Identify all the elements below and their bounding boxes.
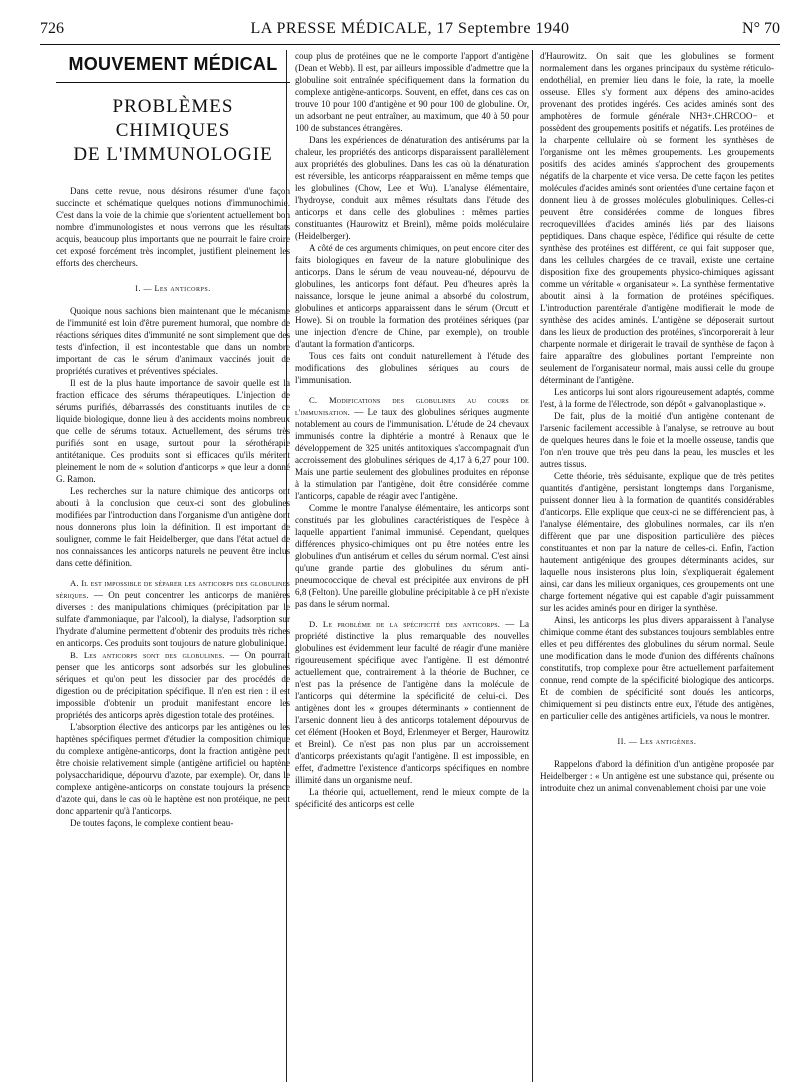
subsection-heading: A. Il est impossible de séparer les anticorps des globulines sériques. xyxy=(56,578,290,600)
subsection-heading: B. Les anticorps sont des globulines. xyxy=(70,650,225,660)
subsection-paragraph xyxy=(56,577,290,649)
paragraph: Tous ces faits ont conduit naturellement à l'étude des modifications des globulines sériques au cours de l'immunisation. xyxy=(295,351,529,385)
column-right xyxy=(540,50,774,1082)
paragraph: Ainsi, les anticorps les plus divers apparaissent à l'analyse chimique comme étant des substances toujours semblables entre elles et peu différentes des globulines du sérum normal. Seule une modification dans le mode d'union des différents chaînons constitutifs, trop complexe pour être actuellement parfaitement connue, rend compte de la spécificité biologique des anticorps. Et de combien de spécificité sont doués les anticorps, chimiquement si peu distincts entre eux, l'étude des antigènes, en particulier celle des antigènes artificiels, va nous le montrer. xyxy=(540,615,774,721)
paragraph: A côté de ces arguments chimiques, on peut encore citer des faits biologiques en faveur de la nature globulinique des anticorps. Dans le sérum de veau nouveau-né, dépourvu de globulines, les anticorps font défaut. Peu d'heures après la naissance, lorsque le jeune animal a absorbé du colostrum, globulines et anticorps apparaissent dans le sérum (Orcutt et Howe). Si on trouble la formation des protéines sériques (par une injection d'encre de Chine, par exemple), on trouble d'autant la formation d'anticorps. xyxy=(295,243,529,349)
section-heading: I. — Les anticorps. xyxy=(135,284,211,293)
column-left xyxy=(56,50,290,1082)
article-title xyxy=(56,95,290,167)
paragraph: Dans les expériences de dénaturation des antisérums par la chaleur, les propriétés des anticorps disparaissent parallèlement aux propriétés des globulines. Dans les cas où la dénaturation est réversible, les anticorps réapparaissent en même temps que les globulines (Chow, Lee et Wu). L'analyse élémentaire, l'hydroyse, conduit aux mêmes résultats dans l'étude des anticorps et dans celle des globulines : mêmes parties constituantes (Haurowitz et Breinl), même poids moléculaire (Heidelberger). xyxy=(295,135,529,241)
subsection-heading: D. Le problème de la spécificité des anticorps. xyxy=(309,619,501,629)
paragraph: Comme le montre l'analyse élémentaire, les anticorps sont constitués par les globulines caractéristiques de l'espèce à laquelle appartient l'animal immunisé. Cependant, quelques différences physico-chimiques ont pu être notées entre les globulines d'un antisérum et celles du sérum normal. C'est ainsi qu'une grande partie des globulines du sérum anti-pneumococcique de cheval est précipitée aux environs de pH 6,8 (Felton). Une pareille globuline précipitable à ce pH n'existe pas dans le sérum normal. xyxy=(295,503,529,609)
article-title-line: DE L'IMMUNOLOGIE xyxy=(73,144,273,165)
header-rule xyxy=(40,44,780,45)
page-number: 726 xyxy=(40,20,64,37)
issue-number: N° 70 xyxy=(742,20,780,37)
paragraph: Les recherches sur la nature chimique des anticorps ont abouti à la conclusion que ceux-ci sont des globulines modifiées par l'introduction dans l'organisme d'un antigène dont nous donnerons plus loin la définition. Il est important de souligner, comme le fait Heidelberger, que dans l'état actuel de nos connaissances les anticorps naturels ne peuvent être inclus dans cette définition. xyxy=(56,486,290,568)
paragraph: Il est de la plus haute importance de savoir quelle est la fraction efficace des sérums thérapeutiques. L'injection de sérums purifiés, débarrassés des constituants inutiles de ce liquide biologique, donne lieu à des accidents moins nombreux que celle de sérums totaux. Actuellement, des sérums très purifiés sont en usage, surtout pour la sérothérapie antitétanique. Ces produits sont si efficaces qu'ils méritent pleinement le nom de « solution d'anticorps » que leur a donné G. Ramon. xyxy=(56,378,290,484)
rubric-rule xyxy=(56,82,290,83)
subsection-text: — On pourrait penser que les anticorps sont adsorbés sur les globulines sériques et qu'on peut les dissocier par des procédés de digestion ou de précipitation spécifique. Il n'en est rien : il est impossible d'obtenir un produit manifestant encore les propriétés des anticorps après digestion totale des protéines. xyxy=(56,650,290,720)
paragraph: L'absorption élective des anticorps par les antigènes ou les haptènes spécifiques permet d'étudier la composition chimique du complexe antigène-anticorps, dont la fraction antigène peut être choisie relativement simple (antigène artificiel ou haptène polysaccharidique, dépourvu d'azote, par exemple). Or, dans le complexe antigène-anticorps on constate toujours la présence d'azote qui, dans le cas où le haptène est non protéique, ne peut donc appartenir qu'à l'anticorps. xyxy=(56,722,290,816)
paragraph: Rappelons d'abord la définition d'un antigène proposée par Heidelberger : « Un antigène est une substance qui, présente ou introduite chez un animal convenablement choisi par une voie xyxy=(540,759,774,793)
paragraph: d'Haurowitz. On sait que les globulines se forment normalement dans les organes principaux du système réticulo-endothélial, en premier lieu dans le foie, la rate, la moelle osseuse. Elles s'y forment aux dépens des amino-acides provenant des protides ingérés. Ces acides aminés sont des amphotères de formule générale NH3+.CHRCOO− et possèdent des groupements positifs et négatifs. Les protéines de la charpente cellulaire où se forment les synthèses de l'organisme ont les mêmes groupements. Les groupements positifs des acides aminés s'approchent des groupements négatifs de la charpente et vice versa. De cette façon les petites molécules d'acides aminés sont orientées d'une certaine façon et donnent lieu à de grosses molécules globuliniques. Celles-ci peuvent être considérées comme de longues fibres recroquevillées d'acides aminés liés par des liaisons peptidiques. Dans chaque espèce, l'édifice qui résulte de cette synthèse des protéines est différent, ce qui fait supposer que, dans les cellules chargées de ce travail, existe une certaine disposition fixe des groupements physico-chimiques agissant comme un véritable « organisateur ». La synthèse fermentative aboutit ainsi à la formation de protéines spécifiques. L'introduction parentérale d'antigène modifierait le mode de synthèse des acides aminés. L'antigène se déposerait surtout dans les lieux de production des protéines, s'incorporerait à leur charpente normale et dirigerait le travail de synthèse de façon à faire apparaître des globulines portant l'empreinte non seulement de l'organisateur normal, mais aussi celle du groupe déterminant de l'antigène. xyxy=(540,51,774,385)
subsection-paragraph xyxy=(56,649,290,721)
column-middle xyxy=(295,50,529,1082)
subsection-heading: C. Modifications des globulines au cours de l'immunisation. xyxy=(295,395,529,417)
paragraph: Les anticorps lui sont alors rigoureusement adaptés, comme l'est, à la forme de l'électrode, son dépôt « galvanoplastique ». xyxy=(540,387,774,409)
page-header xyxy=(40,20,780,42)
subsection-text: — On peut concentrer les anticorps de manières diverses : des manipulations chimiques (précipitation par le sulfate d'ammoniaque, par l'alcool), la dialyse, l'adsorption sur l'hydrate d'alumine permettent d'obtenir des produits très riches en anticorps. Ces produits sont toujours de nature globulinique. xyxy=(56,590,290,648)
paragraph: La théorie qui, actuellement, rend le mieux compte de la spécificité des anticorps est celle xyxy=(295,787,529,809)
subsection-text: — La propriété distinctive la plus remarquable des nouvelles globulines est évidemment leur faculté de réagir d'une manière rigoureusement spécifique avec l'antigène. Il est démontré actuellement que, contrairement à la théorie de Buchner, ce n'est pas la présence de l'antigène dans la molécule de l'anticorps qui détermine la spécificité de celui-ci. Des antigènes dont les « groupes déterminants » contiennent de l'arsenic donnent lieu à des anticorps totalement dépourvus de cet élément (Hooken et Boyd, Erlenmeyer et Berger, Haurowitz et Breinl). Ce n'est pas non plus par un accroissement d'anticorps préexistants qu'agit l'antigène. Il est impossible, en effet, d'admettre l'existence d'anticorps spécifiques en nombre illimité dans un organisme neuf. xyxy=(295,619,529,785)
subsection-text: — Le taux des globulines sériques augmente notablement au cours de l'immunisation. L'étude de 24 chevaux immunisés contre la diphtérie a montré à Renaux que le développement de 325 unités antitoxiques s'accompagnait d'un accroissement des globulines sériques de 4,17 à 6,27 pour 100. Mais une partie seulement des globulines produites en réponse à la stimulation par l'antigène, doit être considérée comme l'anticorps, capable de réagir avec l'antigène. xyxy=(295,407,529,501)
section-heading: II. — Les antigènes. xyxy=(617,737,697,746)
paragraph: De toutes façons, le complexe contient beau- xyxy=(70,818,234,828)
paragraph: De fait, plus de la moitié d'un antigène contenant de l'arsenic facilement accessible à l'analyse, se retrouve au bout de quelques heures dans le foie et la moelle osseuse, tandis que l'on n'en trouve que très peu dans la peau, les muscles et les autres tissus. xyxy=(540,411,774,469)
subsection-paragraph xyxy=(295,394,529,502)
column-divider xyxy=(532,50,533,1082)
paragraph: Cette théorie, très séduisante, explique que de très petites quantités d'antigène, persistant longtemps dans l'organisme, puissent donner lieu à la formation de quantités considérables d'anticorps. Elle explique que ceux-ci ne se différencient pas, à l'analyse élémentaire, des globulines normales, car ils n'en diffèrent que par une disposition particulière des pièces constituantes et non par la nature de celles-ci. Enfin, l'action hautement antigénique des groupes déterminants acides, sur laquelle nous insisterons plus loin, s'expliquerait également ainsi, car dans les milieux organiques, ces groupements ont une charge fortement négative qui est capable d'agir puissamment sur les acides aminés pour en diriger la synthèse. xyxy=(540,471,774,613)
journal-title: LA PRESSE MÉDICALE, 17 Septembre 1940 xyxy=(250,20,570,37)
intro-paragraph: Dans cette revue, nous désirons résumer d'une façon succincte et schématique quelques notions d'immunochimie. C'est dans la voie de la chimie que s'orientent actuellement bon nombre d'immunologistes et nous verrons que les résultats acquis, beaucoup plus importants que ne pourrait le faire croire cet exposé forcément très incomplet, justifient pleinement les efforts des chercheurs. xyxy=(56,186,290,268)
paragraph: coup plus de protéines que ne le comporte l'apport d'antigène (Dean et Webb). Il est, par ailleurs impossible d'admettre que la globuline soit entraînée spécifiquement dans la formation du complexe antigène-anticorps. Souvent, en effet, dans ces cas on trouve 10 pour 100 d'antigène et 90 pour 100 de globuline. Or, un adsorbant ne peut entraîner, au maximum, que 40 à 50 pour 100 de substances étrangères. xyxy=(295,51,529,133)
subsection-paragraph xyxy=(295,618,529,786)
article-title-line: PROBLÈMES CHIMIQUES xyxy=(112,96,234,141)
rubric-heading: MOUVEMENT MÉDICAL xyxy=(68,54,278,74)
paragraph: Quoique nous sachions bien maintenant que le mécanisme de l'immunité est loin d'être purement humoral, que nombre de réactions sériques dites d'immunité ne sont simplement que des tests d'infection, il est incontestable que dans un nombre important de cas le sérum d'animaux vaccinés jouit de propriétés curatives et préventives spéciales. xyxy=(56,306,290,376)
